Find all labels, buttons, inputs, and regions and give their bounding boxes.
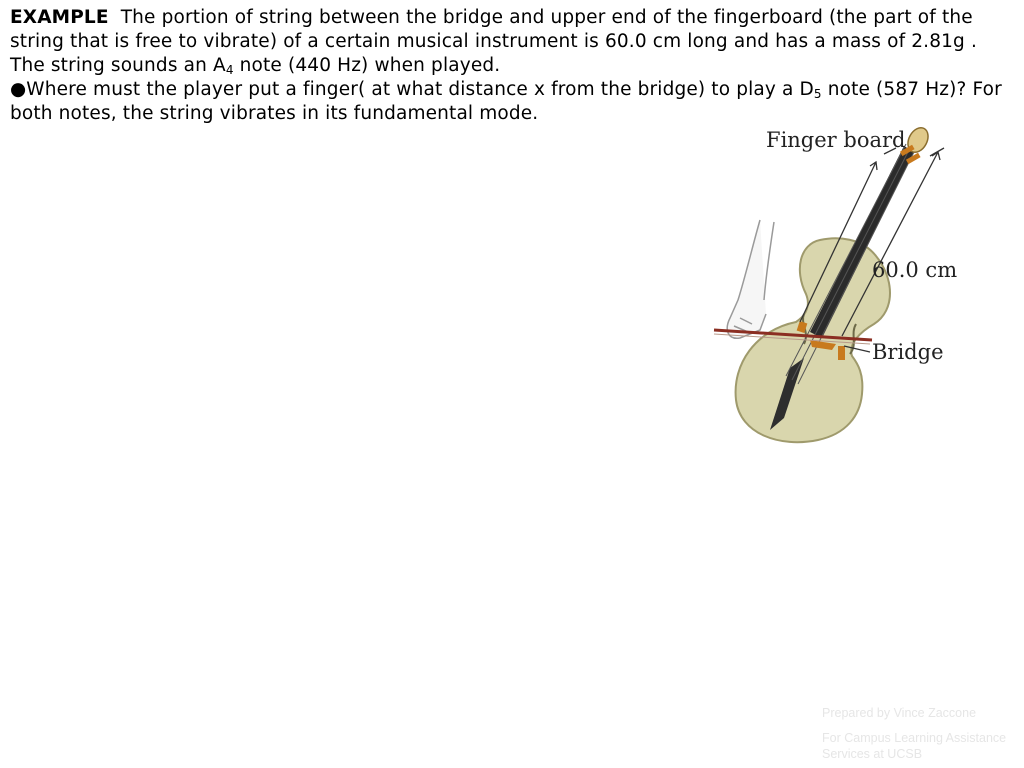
bridge-label: Bridge <box>872 340 944 364</box>
footer-author: Prepared by Vince Zaccone <box>822 706 977 720</box>
footer-organization: For Campus Learning Assistance Services at UCSB <box>822 731 1007 761</box>
note-a-subscript: 4 <box>225 63 234 77</box>
cello-illustration <box>700 118 968 452</box>
hand-drawing <box>727 220 774 338</box>
problem-intro-tail: note (440 Hz) when played. <box>233 55 501 76</box>
fingerboard-label: Finger board <box>766 128 906 152</box>
problem-text <box>10 6 1016 126</box>
example-heading: EXAMPLE <box>10 7 109 28</box>
length-label: 60.0 cm <box>872 258 958 282</box>
problem-paragraph <box>10 6 1016 78</box>
question-text-b: note (587 Hz)? For both notes, the string vibrates in its fundamental mode. <box>10 79 1002 124</box>
problem-intro: The portion of string between the bridge and upper end of the fingerboard (the part of the string that is free to vibrate) of a certain musical instrument is 60.0 cm long and has a mass of 2.81g . The string sounds an A <box>10 7 978 76</box>
question-text-a: ●Where must the player put a finger( at what distance x from the bridge) to play a D <box>10 79 814 100</box>
note-d-subscript: 5 <box>813 87 822 101</box>
cello-figure <box>700 118 968 452</box>
